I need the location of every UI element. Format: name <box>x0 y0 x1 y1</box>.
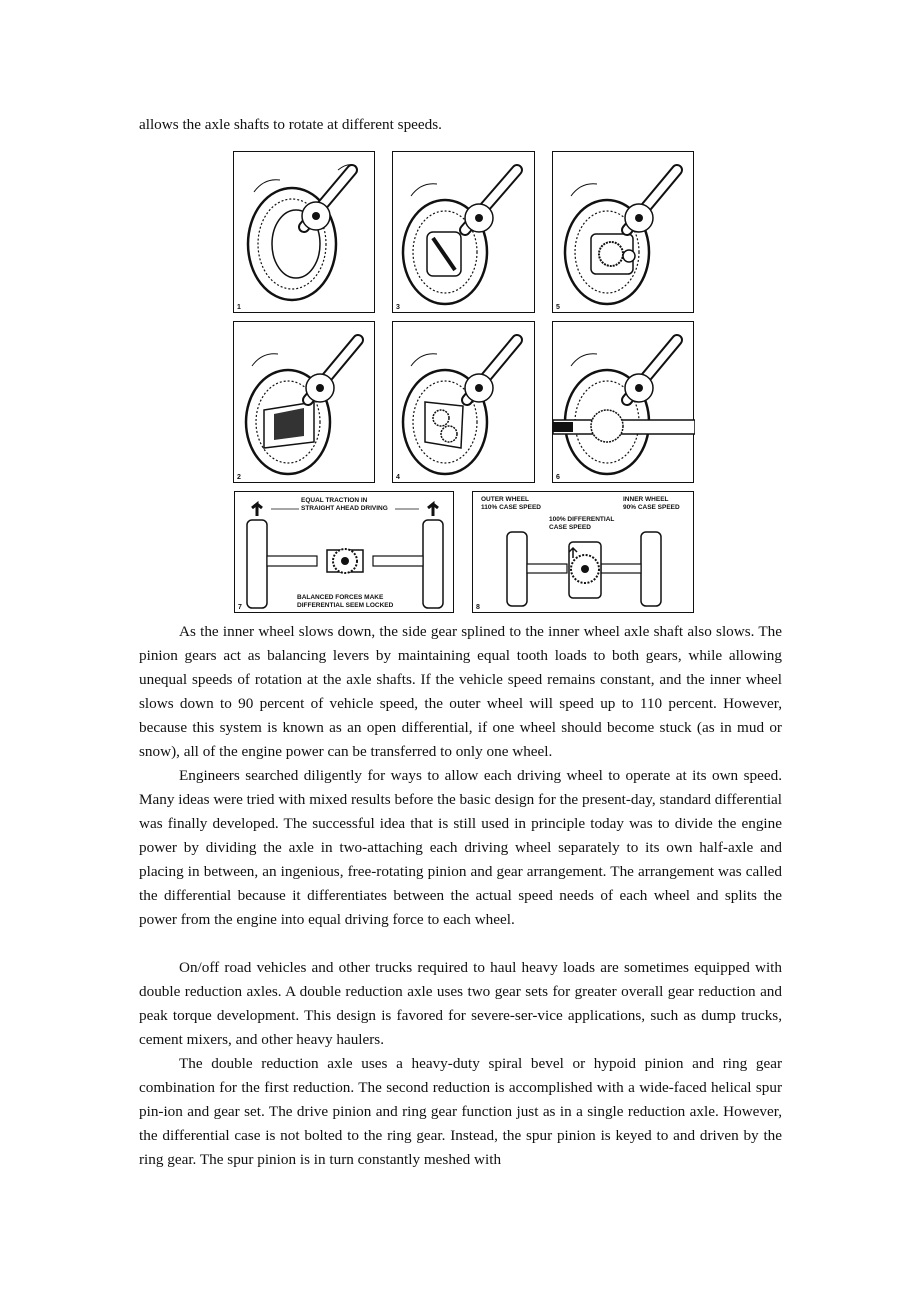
panel-number: 7 <box>238 604 242 611</box>
figure-panel-8 <box>472 491 694 613</box>
figure-panel-6 <box>552 321 694 483</box>
figure-panel-1 <box>233 151 375 313</box>
panel7-caption-top-1: EQUAL TRACTION IN <box>301 497 368 504</box>
axle-assembly-illustration <box>553 322 695 484</box>
panel-number: 6 <box>556 474 560 481</box>
panel7-caption-top-2: STRAIGHT AHEAD DRIVING <box>301 505 388 512</box>
panel-number: 1 <box>237 304 241 311</box>
panel-number: 8 <box>476 604 480 611</box>
differential-pinions-illustration <box>553 152 695 314</box>
panel-number: 2 <box>237 474 241 481</box>
figure-panel-5 <box>552 151 694 313</box>
side-gear-illustration <box>393 322 536 484</box>
paragraph-open-differential: As the inner wheel slows down, the side gear splined to the inner wheel axle shaft also slows. The pinion gears act as balancing levers by maintaining equal tooth loads to both gears, while allowing unequal speeds of rotation at the axle shafts. If the vehicle speed remains constant, and the inner wheel slows down to 90 percent of vehicle speed, the outer wheel will speed up to 110 percent. However, because this system is known as an open differential, if one wheel should become stuck (as in mud or snow), all of the engine power can be transferred to only one wheel. <box>139 623 782 760</box>
panel7-caption-bottom-1: BALANCED FORCES MAKE <box>297 594 384 601</box>
inner-wheel-label: INNER WHEEL <box>623 496 669 503</box>
outer-wheel-speed: 110% CASE SPEED <box>481 504 541 511</box>
panel7-caption-bottom-2: DIFFERENTIAL SEEM LOCKED <box>297 602 394 609</box>
intro-line: allows the axle shafts to rotate at different speeds. <box>139 116 442 133</box>
ring-gear-pinion-illustration <box>234 152 376 314</box>
figure-panel-2 <box>233 321 375 483</box>
figure-panel-4 <box>392 321 535 483</box>
figure-panel-7 <box>234 491 454 613</box>
case-speed-label: 100% DIFFERENTIAL <box>549 516 615 523</box>
inner-wheel-speed: 90% CASE SPEED <box>623 504 680 511</box>
paragraph-differential-history: Engineers searched diligently for ways to allow each driving wheel to operate at its own speed. Many ideas were tried with mixed results before the basic design for the present-day, standard differential was finally developed. The successful idea that is still used in principle today was to divide the engine power by dividing the axle in two-attaching each driving wheel separately to its own half-axle and placing in between, an ingenious, free-rotating pinion and gear arrangement. The arrangement was called the differential because it differentiates between the actual speed needs of each wheel and splits the power from the engine into equal driving force to each wheel. <box>139 767 782 928</box>
differential-case-illustration <box>234 322 376 484</box>
case-speed-value: CASE SPEED <box>549 524 591 531</box>
figure-panel-3 <box>392 151 535 313</box>
differential-case-illustration <box>393 152 536 314</box>
outer-wheel-label: OUTER WHEEL <box>481 496 530 503</box>
panel-number: 4 <box>396 474 400 481</box>
paragraph-second-reduction: The double reduction axle uses a heavy-duty spiral bevel or hypoid pinion and ring gear combination for the first reduction. The second reduction is accomplished with a wide-faced helical spur pin-ion and gear set. The drive pinion and ring gear function just as in a single reduction axle. However, the differential case is not bolted to the ring gear. Instead, the spur pinion is keyed to and driven by the ring gear. The spur pinion is in turn constantly meshed with <box>139 1055 782 1168</box>
paragraph-double-reduction: On/off road vehicles and other trucks required to haul heavy loads are sometimes equipped with double reduction axles. A double reduction axle uses two gear sets for greater overall gear reduction and peak torque development. This design is favored for severe-ser-vice applications, such as dump trucks, cement mixers, and other heavy haulers. <box>139 959 782 1048</box>
panel-number: 3 <box>396 304 400 311</box>
panel-number: 5 <box>556 304 560 311</box>
